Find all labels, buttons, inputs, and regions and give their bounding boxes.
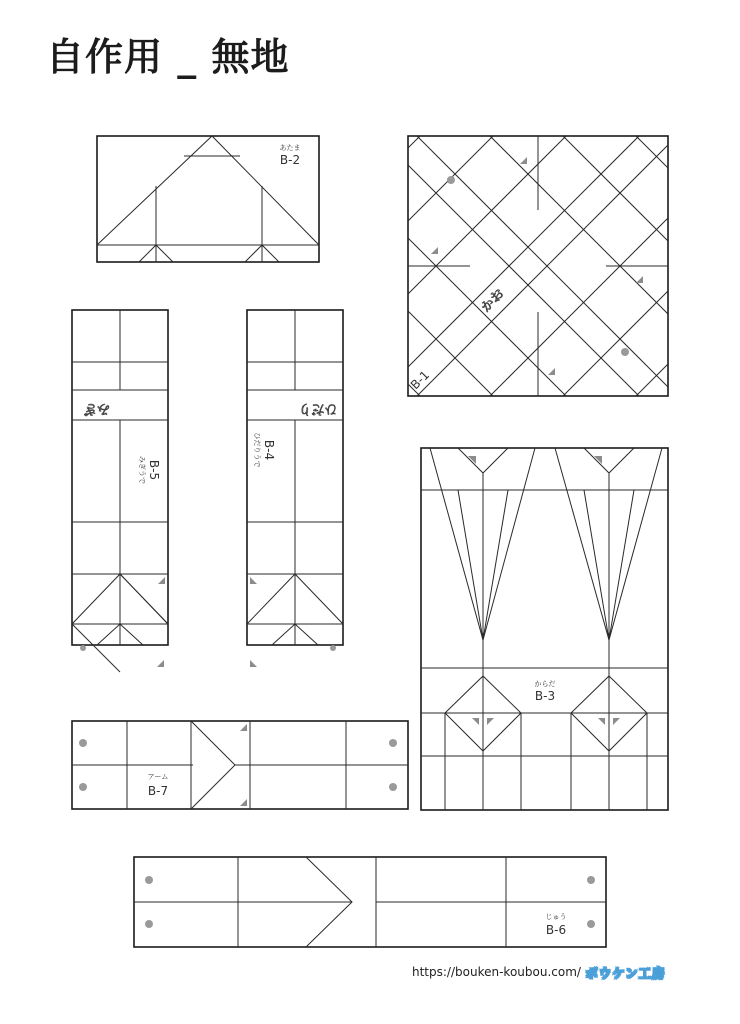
part-b4-left-arm — [247, 310, 343, 667]
b6-ruby: じゅう — [545, 913, 567, 921]
brand-logo: ボウケン工房 — [584, 966, 666, 982]
b1-face-word: かお — [478, 286, 508, 316]
part-b2-head — [97, 136, 319, 262]
b5-ruby: みぎうで — [138, 456, 146, 484]
b6-code: B-6 — [545, 923, 567, 937]
b3-code: B-3 — [534, 689, 556, 703]
b7-code: B-7 — [147, 784, 169, 798]
b2-ruby: あたま — [279, 144, 301, 152]
b3-ruby: からだ — [534, 680, 556, 688]
page-title: 自作用 _ 無地 — [46, 35, 290, 79]
b5-word: みぎ — [83, 401, 111, 416]
part-b3-body — [421, 448, 668, 810]
b2-code: B-2 — [279, 153, 301, 167]
footer — [412, 963, 665, 981]
b5-code: B-5 — [147, 459, 161, 481]
b4-ruby: ひだりうで — [253, 432, 261, 468]
b7-ruby: アーム — [147, 773, 169, 781]
part-b5-right-arm — [72, 310, 168, 672]
b4-code: B-4 — [262, 439, 276, 461]
b1-code: B-1 — [407, 367, 433, 393]
part-b7-arm — [72, 721, 408, 809]
b4-word: ひだり — [298, 401, 338, 416]
footer-url-link[interactable]: https://bouken-koubou.com/ — [412, 965, 581, 979]
part-b1-face — [408, 136, 668, 396]
part-b6-gun — [134, 857, 606, 947]
